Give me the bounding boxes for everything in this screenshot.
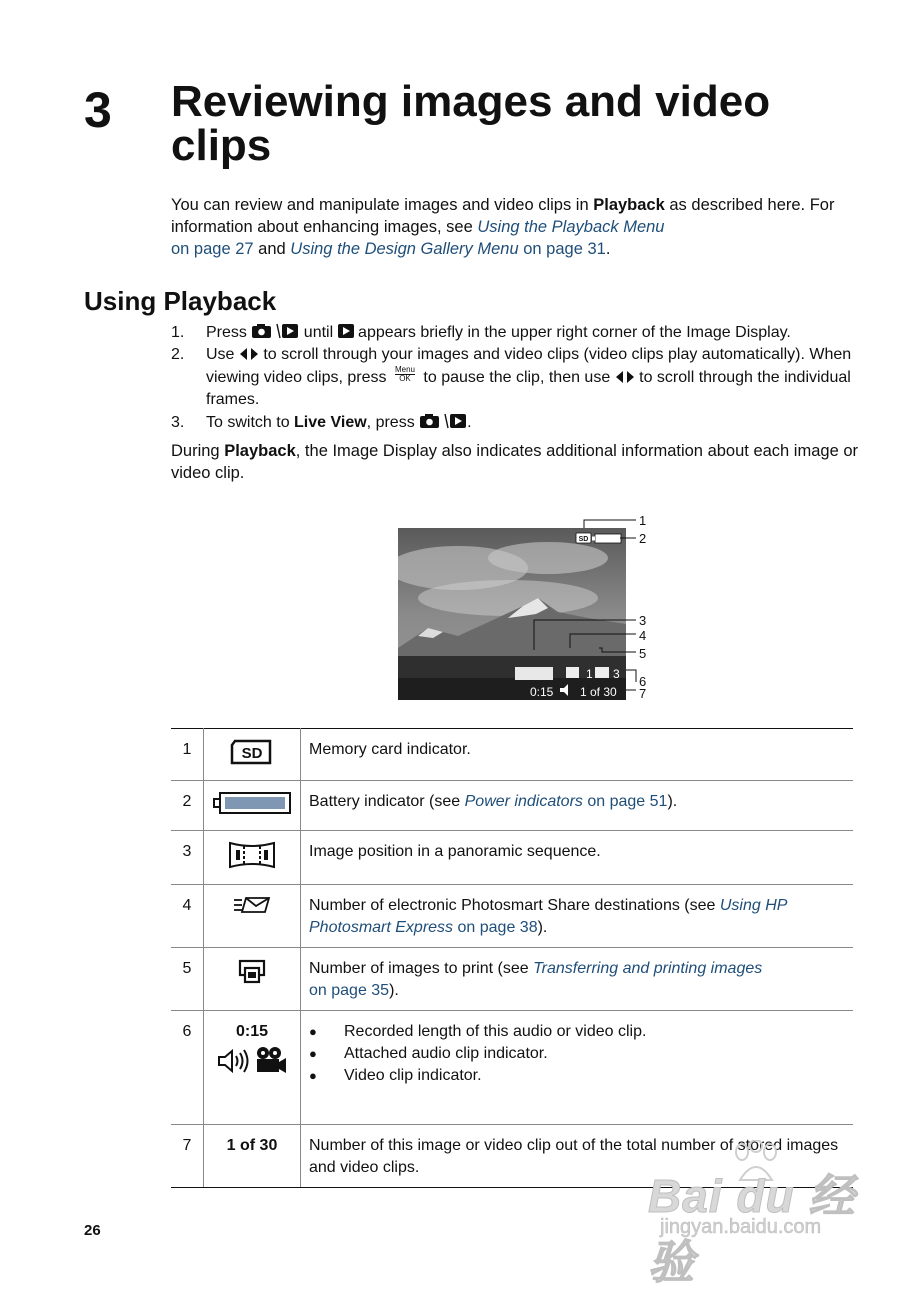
intro-and: and	[253, 240, 291, 258]
link-transferring-printing[interactable]: Transferring and printing images	[533, 960, 763, 977]
row-number: 5	[171, 948, 204, 1011]
position-label: 1 of 30	[204, 1125, 301, 1188]
desc-text-b: ).	[389, 982, 399, 999]
intro-bold: Playback	[593, 196, 665, 214]
video-camera-icon	[254, 1045, 288, 1075]
bullet-item: ● Video clip indicator.	[309, 1065, 845, 1087]
svg-text:SD: SD	[241, 745, 263, 762]
callout-2: 2	[639, 531, 647, 546]
callout-7: 7	[639, 686, 647, 701]
step-number: 3.	[171, 414, 185, 431]
row-number: 3	[171, 831, 204, 885]
step-1-text-a: Press	[206, 324, 252, 341]
description-cell: Image position in a panoramic sequence.	[301, 831, 854, 885]
desc-text-b: ).	[667, 793, 678, 810]
description-cell	[301, 885, 854, 948]
desc-text-a: Number of electronic Photosmart Share destinations (see	[309, 897, 720, 914]
icon-cell	[204, 831, 301, 885]
description-cell	[301, 1011, 854, 1125]
step-3-text-c: .	[467, 414, 472, 431]
step-text	[206, 322, 866, 344]
battery-icon	[212, 791, 292, 815]
sd-card-icon	[230, 739, 274, 765]
description-cell	[301, 781, 854, 831]
link-transferring-printing-page[interactable]: on page 35	[309, 982, 390, 999]
desc-text-a: Battery indicator (see	[309, 793, 465, 810]
chapter-title: Reviewing images and video clips	[171, 77, 771, 170]
camera-playback-icon	[419, 413, 467, 429]
step-2-text-d: to scroll through the individual frames.	[206, 369, 851, 408]
intro-text-1: You can review and manipulate images and video clips in	[171, 196, 594, 214]
left-right-arrows-icon	[615, 370, 635, 384]
step-1-text-b: until	[303, 324, 338, 341]
bullet-item: ● Attached audio clip indicator.	[309, 1043, 845, 1065]
step-2-text-b: to scroll through your images and video clips (video clips play automatically). When viewing video clips, press	[206, 346, 852, 386]
link-photosmart-express-page[interactable]: on page 38	[453, 919, 538, 936]
intro-end: .	[605, 240, 611, 258]
description-cell: Memory card indicator.	[301, 729, 854, 781]
intro-paragraph	[171, 194, 871, 260]
overlay-print-count: 3	[613, 667, 620, 681]
link-design-gallery-menu[interactable]: Using the Design Gallery Menu	[290, 240, 519, 258]
section-title: Using Playback	[84, 286, 277, 316]
step-1-text-c: appears briefly in the upper right corner of the Image Display.	[358, 324, 791, 341]
indicator-table	[171, 728, 853, 1188]
link-playback-menu-page[interactable]: on page 27	[171, 240, 254, 258]
link-playback-menu[interactable]: Using the Playback Menu	[477, 218, 665, 236]
link-photosmart-express[interactable]: Using HP Photosmart Express	[309, 897, 787, 936]
figure-callouts	[398, 510, 668, 710]
step-2-text-c: to pause the clip, then use	[418, 369, 615, 386]
table-row	[171, 781, 853, 831]
watermark	[640, 1140, 890, 1288]
step-3-text-b: , press	[366, 414, 420, 431]
step-3-text-a: To switch to	[206, 414, 295, 431]
step-number: 1.	[171, 324, 185, 341]
desc-text-b: ).	[537, 919, 548, 936]
step-2	[171, 344, 871, 410]
row-number: 6	[171, 1011, 204, 1125]
table-row	[171, 831, 853, 885]
row-number: 4	[171, 885, 204, 948]
bullet-item: ● Recorded length of this audio or video clip.	[309, 1021, 845, 1043]
icon-cell	[204, 1011, 301, 1125]
print-icon	[237, 958, 267, 984]
icon-cell	[204, 781, 301, 831]
row-number: 7	[171, 1125, 204, 1188]
audio-icon	[216, 1047, 250, 1075]
intro-text-2: as described here. For information about enhancing images, see	[171, 196, 835, 236]
icon-cell	[204, 729, 301, 781]
step-number: 2.	[171, 346, 185, 363]
share-icon	[232, 895, 272, 915]
left-right-arrows-icon	[239, 347, 259, 361]
link-power-indicators-page[interactable]: on page 51	[582, 793, 668, 810]
camera-playback-icon	[251, 323, 299, 339]
step-text	[206, 412, 866, 434]
step-1	[171, 322, 871, 344]
description-cell	[301, 948, 854, 1011]
table-row	[171, 729, 853, 781]
duration-label: 0:15	[235, 1023, 269, 1040]
callout-4: 4	[639, 628, 647, 643]
overlay-time: 0:15	[530, 685, 554, 699]
page-number: 26	[84, 1222, 101, 1239]
during-paragraph	[171, 440, 861, 484]
row-number: 2	[171, 781, 204, 831]
chapter-number: 3	[84, 82, 112, 138]
callout-6: 6	[639, 674, 647, 689]
callout-1: 1	[639, 513, 647, 528]
watermark-url: jingyan.baidu.com	[660, 1216, 822, 1238]
desc-text-a: Number of images to print (see	[309, 960, 534, 977]
during-text-b: , the Image Display also indicates additional information about each image or video clip.	[171, 442, 859, 482]
step-2-text-a: Use	[206, 346, 239, 363]
description-cell: Number of this image or video clip out of the total number of stored images and video clips.	[301, 1125, 854, 1188]
callout-5: 5	[639, 646, 647, 661]
link-power-indicators[interactable]: Power indicators	[464, 793, 583, 810]
icon-cell	[204, 948, 301, 1011]
during-bold: Playback	[224, 442, 296, 460]
overlay-position: 1 of 30	[580, 685, 617, 699]
menu-ok-icon: Menu OK	[394, 365, 415, 383]
step-3-bold: Live View	[294, 414, 367, 431]
step-text	[206, 344, 866, 411]
playback-icon	[338, 324, 354, 338]
table-row	[171, 948, 853, 1011]
row-number: 1	[171, 729, 204, 781]
link-design-gallery-page[interactable]: on page 31	[518, 240, 606, 258]
step-3	[171, 412, 871, 434]
callout-3: 3	[639, 613, 647, 628]
overlay-share-count: 1	[586, 667, 593, 681]
during-text-a: During	[171, 442, 225, 460]
svg-text:SD: SD	[578, 536, 589, 543]
panorama-icon	[228, 841, 276, 869]
table-row	[171, 1011, 853, 1125]
table-row	[171, 885, 853, 948]
watermark-main: Bai du 经验	[648, 1170, 856, 1288]
icon-cell	[204, 885, 301, 948]
